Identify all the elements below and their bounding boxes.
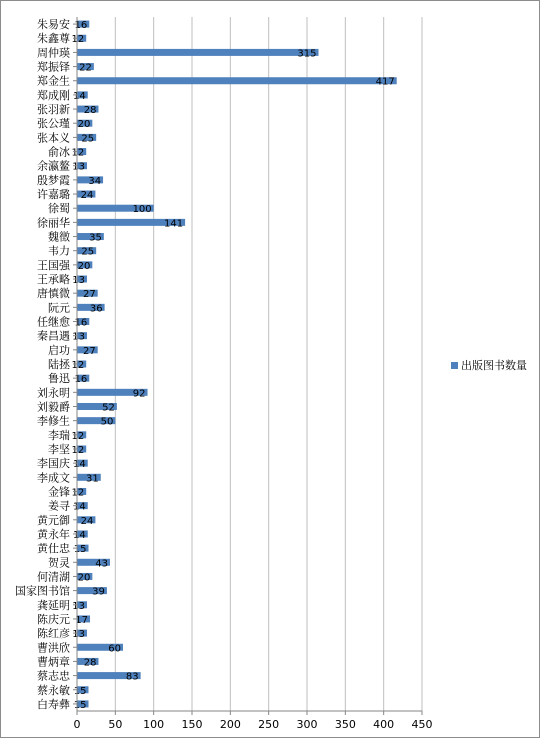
category-label: 郑金生: [37, 74, 70, 88]
category-label: 韦力: [48, 244, 70, 258]
data-label: 16: [74, 374, 88, 386]
category-label: 蔡志忠: [37, 669, 70, 683]
category-label: 郑振铎: [37, 60, 70, 74]
category-label: 白寿彝: [37, 697, 70, 711]
category-label: 李坚: [48, 442, 70, 456]
legend-swatch: [451, 362, 458, 369]
category-label: 国家图书馆: [15, 584, 70, 598]
data-label: 60: [108, 643, 121, 655]
legend-label: 出版图书数量: [461, 359, 527, 372]
x-tick-label: 150: [181, 718, 203, 731]
x-tick-label: 450: [411, 718, 433, 731]
category-label: 朱鑫尊: [37, 32, 70, 46]
category-label: 殷梦霞: [37, 173, 70, 187]
category-label: 许嘉璐: [37, 188, 70, 202]
category-label: 蔡永敏: [37, 683, 70, 697]
category-label: 任继愈: [37, 315, 70, 329]
data-label: 13: [72, 275, 85, 287]
x-tick-label: 350: [334, 718, 356, 731]
data-label: 16: [74, 20, 88, 32]
data-label: 141: [164, 218, 184, 230]
category-label: 郑成刚: [37, 88, 70, 102]
data-label: 35: [89, 232, 102, 244]
data-label: 20: [77, 572, 91, 584]
data-label: 20: [77, 260, 91, 272]
category-label: 张羽新: [37, 103, 70, 117]
x-tick-label: 400: [373, 718, 395, 731]
data-label: 16: [74, 317, 88, 329]
category-label: 陆拯: [48, 358, 70, 371]
category-label: 陈红彦: [37, 627, 70, 641]
data-label: 43: [95, 558, 108, 570]
category-label: 魏徵: [48, 230, 70, 244]
x-tick-label: 250: [258, 718, 280, 731]
x-tick-label: 200: [219, 718, 241, 731]
category-label: 龚延明: [37, 598, 70, 612]
data-label: 24: [80, 515, 94, 527]
category-label: 启功: [48, 343, 70, 357]
data-label: 20: [77, 119, 91, 131]
bar: [77, 77, 397, 84]
data-label: 25: [81, 133, 95, 145]
category-label: 金锋: [48, 485, 70, 499]
category-label: 黄仕忠: [37, 542, 70, 556]
x-tick-label: 0: [73, 718, 81, 731]
data-label: 83: [125, 671, 139, 683]
legend: [451, 358, 527, 372]
gridlines: [115, 17, 422, 711]
data-label: 15: [73, 544, 87, 556]
data-label: 13: [72, 629, 85, 641]
category-label: 朱易安: [37, 18, 70, 32]
data-label: 12: [71, 34, 85, 46]
category-label: 贺灵: [48, 556, 70, 570]
category-label: 余瀛鳌: [37, 159, 70, 173]
category-label: 黄元御: [37, 513, 70, 527]
data-label: 12: [71, 360, 85, 371]
category-label: 徐蜀: [48, 202, 70, 216]
data-label: 27: [82, 289, 96, 301]
data-label: 92: [132, 388, 146, 400]
data-label: 417: [375, 76, 395, 88]
bar: [77, 49, 319, 56]
data-label: 13: [72, 161, 85, 173]
data-label: 14: [72, 501, 86, 513]
category-label: 俞冰: [48, 145, 70, 159]
data-label: 12: [71, 444, 85, 456]
data-labels: [71, 20, 394, 711]
category-label: 曹炳章: [37, 655, 70, 669]
x-tick-labels: [74, 718, 433, 731]
data-label: 27: [82, 345, 96, 357]
category-label: 徐丽华: [37, 216, 70, 230]
category-label: 陈庆元: [37, 612, 70, 626]
category-label: 李修生: [37, 414, 70, 428]
data-label: 15: [73, 699, 87, 711]
category-label: 姜寻: [48, 499, 70, 513]
category-label: 曹洪欣: [37, 641, 70, 655]
x-tick-label: 300: [296, 718, 318, 731]
data-label: 25: [81, 246, 95, 258]
x-tick-label: 100: [143, 718, 165, 731]
category-label: 张本义: [37, 131, 70, 145]
data-label: 39: [92, 586, 105, 598]
data-label: 100: [132, 204, 152, 216]
bars: [74, 20, 397, 708]
data-label: 15: [73, 685, 87, 697]
data-label: 28: [83, 657, 97, 669]
data-label: 22: [79, 62, 92, 74]
data-label: 13: [72, 331, 85, 343]
data-label: 14: [72, 529, 86, 541]
data-label: 12: [71, 430, 85, 442]
category-label: 何清湖: [37, 570, 70, 584]
category-label: 李国庆: [37, 457, 70, 471]
data-label: 24: [80, 190, 94, 202]
bar-chart: [1, 1, 539, 737]
data-label: 315: [297, 48, 317, 60]
category-label: 鲁迅: [48, 372, 70, 386]
data-label: 34: [88, 175, 102, 187]
data-label: 36: [89, 303, 103, 315]
data-label: 12: [71, 147, 85, 159]
data-label: 31: [86, 473, 99, 485]
category-label: 王国强: [37, 258, 70, 272]
x-tick-label: 50: [108, 718, 123, 731]
data-label: 14: [72, 90, 86, 102]
category-label: 唐慎微: [37, 287, 70, 301]
category-label: 阮元: [48, 301, 70, 315]
category-label: 张公瑾: [37, 117, 70, 131]
category-label: 周仲瑛: [37, 46, 70, 60]
data-label: 12: [71, 487, 85, 499]
data-label: 17: [75, 614, 89, 626]
data-label: 13: [72, 600, 85, 612]
category-label: 刘毅爵: [37, 400, 70, 414]
data-label: 14: [72, 459, 86, 471]
data-label: 28: [83, 105, 97, 117]
category-labels: [15, 17, 71, 711]
category-label: 刘永明: [37, 386, 70, 400]
data-label: 52: [102, 402, 115, 414]
category-label: 秦昌遇: [37, 329, 70, 343]
category-label: 李成文: [37, 471, 70, 485]
data-label: 50: [100, 416, 114, 428]
category-label: 王承略: [37, 273, 70, 287]
category-label: 李瑞: [48, 428, 70, 442]
axes: [73, 17, 422, 715]
category-label: 黄永年: [37, 527, 70, 541]
